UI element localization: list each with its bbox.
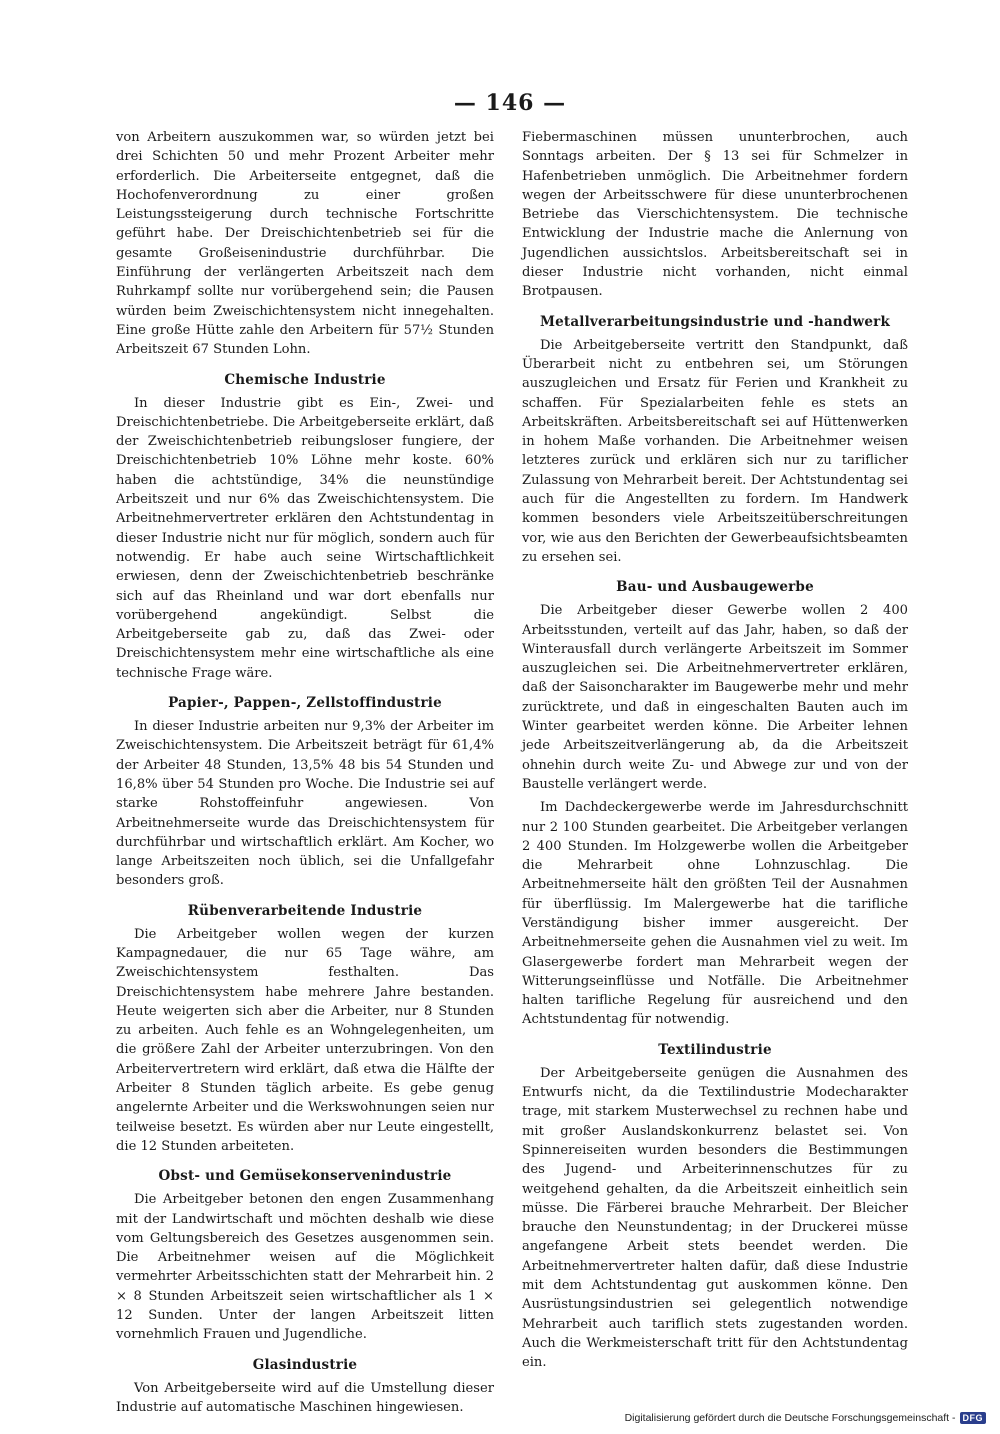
paragraph: Von Arbeitgeberseite wird auf die Umstellung dieser Industrie auf automatische Maschinen hingewiesen.: [116, 1380, 494, 1415]
paragraph: Die Arbeitgeber wollen wegen der kurzen Kampagnedauer, die nur 65 Tage währe, am Zweischichtensystem festhalten. Das Dreischichtensystem habe mehrere Jahre bestanden. Heute weigerten sich aber die Arbeiter, nur 8 Stunden zu arbeiten. Auch fehle es an Wohngelegenheiten, um die größere Zahl der Arbeiter unterzubringen. Von den Arbeitervertretern wird erklärt, daß etwa die Hälfte der Arbeiter 8 Stunden täglich arbeite. Es gebe genug angelernte Arbeiter und die Werkswohnungen seien nur teilweise besetzt. Es würden aber nur Leute eingestellt, die 12 Stunden arbeiteten.: [116, 926, 494, 1154]
paragraph: Fiebermaschinen müssen ununterbrochen, auch Sonntags arbeiten. Der § 13 sei für Schmelzer in Hafenbetrieben unmöglich. Die Arbeitnehmer fordern wegen der Arbeitsschwere für diese ununterbrochenen Betriebe das Vierschichtensystem. Die technische Entwicklung der Industrie mache die Anlernung von Jugendlichen aussichtslos. Arbeitsbereitschaft sei in dieser Industrie nicht vorhanden, nicht einmal Brotpausen.: [522, 130, 908, 300]
section-heading: Rübenverarbeitende Industrie: [187, 902, 423, 919]
paragraph: Der Arbeitgeberseite genügen die Ausnahmen des Entwurfs nicht, da die Textilindustrie Modecharakter trage, mit starkem Musterwechsel zu rechnen habe und mit großer Auslandskonkurrenz belastet sei. Von Spinnereiseiten wurden besonders die Bestimmungen des Jugend- und Arbeiterinnenschutzes für zu weitgehend gehalten, da die Arbeitszeit einheitlich sein müsse. Die Färberei brauche Mehrarbeit. Der Bleicher brauche den Neunstundentag; in der Druckerei müsse angefangene Arbeit stets beendet werden. Die Arbeitnehmervertreter halten dafür, daß diese Industrie mit dem Achtstundentag gut auskommen könne. Den Ausrüstungsindustrien sei gelegentlich notwendige Mehrarbeit auch tariflich stets zugestanden worden. Auch die Werkmeisterschaft tritt für den Achtstundentag ein.: [522, 1065, 908, 1371]
section-heading: Chemische Industrie: [224, 371, 386, 388]
paragraph: In dieser Industrie arbeiten nur 9,3% der Arbeiter im Zweischichtensystem. Die Arbeitszeit beträgt für 61,4% der Arbeiter 48 Stunden, 13,5% 48 bis 54 Stunden und 16,8% über 54 Stunden pro Woche. Die Industrie sei auf starke Rohstoffeinfuhr angewiesen. Von Arbeitnehmerseite wurde das Dreischichtensystem für durchführbar und wirtschaftlich erklärt. Am Kocher, wo lange Arbeitszeiten noch üblich, sei die Unfallgefahr besonders groß.: [116, 719, 494, 889]
paragraph: von Arbeitern auszukommen war, so würden jetzt bei drei Schichten 50 und mehr Prozent Arbeiter mehr erforderlich. Die Arbeiterseite entgegnet, daß die Hochofenverordnung zu einer großen Leistungssteigerung durch technische Fortschritte geführt habe. Der Dreischichtenbetrieb sei für die gesamte Großeisenindustrie durchführbar. Die Einführung der verlängerten Arbeitszeit nach dem Ruhrkampf sollte nur vorübergehend sein; die Pausen würden beim Zweischichtensystem nicht innegehalten. Eine große Hütte zahle den Arbeitern für 57½ Stunden Arbeitszeit 67 Stunden Lohn.: [116, 130, 494, 358]
section-heading: Obst- und Gemüsekonservenindustrie: [158, 1168, 452, 1185]
section-heading: Papier-, Pappen-, Zellstoffindustrie: [168, 695, 442, 712]
section-heading: Textilindustrie: [658, 1041, 772, 1058]
section-heading: Glasindustrie: [252, 1356, 358, 1373]
paragraph: Die Arbeitgeber dieser Gewerbe wollen 2 400 Arbeitsstunden, verteilt auf das Jahr, haben, so daß der Winterausfall durch verlängerte Arbeitszeit im Sommer auszugleichen sei. Die Arbeitnehmervertreter erklären, daß der Saisoncharakter im Baugewerbe mehr und mehr zurücktrete, und daß in eingeschalten Bauten auch im Winter gearbeitet werden könne. Die Arbeiter lehnen jede Arbeitszeitverlängerung ab, da die Arbeitszeit ohnehin durch weite Zu- und Abwege zur und von der Baustelle verlängert werde.: [522, 603, 908, 792]
paragraph: Die Arbeitgeber betonen den engen Zusammenhang mit der Landwirtschaft und möchten deshalb wie diese vom Geltungsbereich des Gesetzes ausgenommen sein. Die Arbeitnehmer weisen auf die Möglichkeit vermehrter Arbeitsschichten statt der Mehrarbeit hin. 2 × 8 Stunden Arbeitszeit seien wirtschaftlicher als 1 × 12 Sunden. Unter der langen Arbeitszeit litten vornehmlich Frauen und Jugendliche.: [116, 1192, 494, 1343]
left-column: [116, 128, 494, 1421]
section-heading: Metallverarbeitungsindustrie und -handwerk: [539, 313, 891, 330]
right-column: [522, 128, 908, 1377]
paragraph: In dieser Industrie gibt es Ein-, Zwei- und Dreischichtenbetriebe. Die Arbeitgeberseite erklärt, daß der Zweischichtenbetrieb reibungsloser fungiere, der Dreischichtenbetrieb 10% Löhne mehr koste. 60% haben die achtstündige, 34% die neunstündige Arbeitszeit und nur 6% das Zweischichtensystem. Die Arbeitnehmervertreter erklären den Achtstundentag in dieser Industrie nicht nur für möglich, sondern auch für notwendig. Er habe auch seine Wirtschaftlichkeit erwiesen, denn der Zweischichtenbetrieb beschränke sich auf das Rheinland und war dort ebenfalls nur vorübergehend angekündigt. Selbst die Arbeitgeberseite gab zu, daß das Zwei- oder Dreischichtensystem mehr eine wirtschaftliche als eine technische Frage wäre.: [116, 395, 494, 681]
paragraph: Im Dachdeckergewerbe werde im Jahresdurchschnitt nur 2 100 Stunden gearbeitet. Die Arbeitgeber verlangen 2 400 Stunden. Im Holzgewerbe wollen die Arbeitgeber die Mehrarbeit ohne Lohnzuschlag. Die Arbeitnehmerseite hält den größten Teil der Ausnahmen für überflüssig. Im Malergewerbe hat die tarifliche Verständigung bisher immer ausgereicht. Der Arbeitnehmerseite gehen die Ausnahmen viel zu weit. Im Glasergewerbe fordert man Mehrarbeit wegen der Witterungseinflüsse und Notfälle. Die Arbeitnehmer halten tarifliche Regelung für ausreichend und den Achtstundentag für notwendig.: [522, 800, 908, 1028]
digitization-credit: [625, 1412, 986, 1424]
page-number: — 146 —: [453, 90, 567, 116]
credit-text: Digitalisierung gefördert durch die Deutsche Forschungsgemeinschaft -: [624, 1412, 956, 1424]
section-heading: Bau- und Ausbaugewerbe: [616, 579, 814, 596]
paragraph: Die Arbeitgeberseite vertritt den Standpunkt, daß Überarbeit nicht zu entbehren sei, um Störungen auszugleichen und Ersatz für Ferien und Krankheit zu schaffen. Für Spezialarbeiten fehle es stets an Arbeitskräften. Arbeitsbereitschaft sei auf Hüttenwerken in hohem Maße vorhanden. Die Arbeitnehmer weisen letzteres zurück und erklären sich nur zu tariflicher Zulassung von Mehrarbeit bereit. Der Achtstundentag sei auch für die Angestellten zu fordern. Im Handwerk kommen besonders viele Arbeitszeitüberschreitungen vor, wie aus den Berichten der Gewerbeaufsichtsbeamten zu ersehen sei.: [522, 337, 908, 565]
dfg-logo-icon: DFG: [960, 1412, 987, 1424]
